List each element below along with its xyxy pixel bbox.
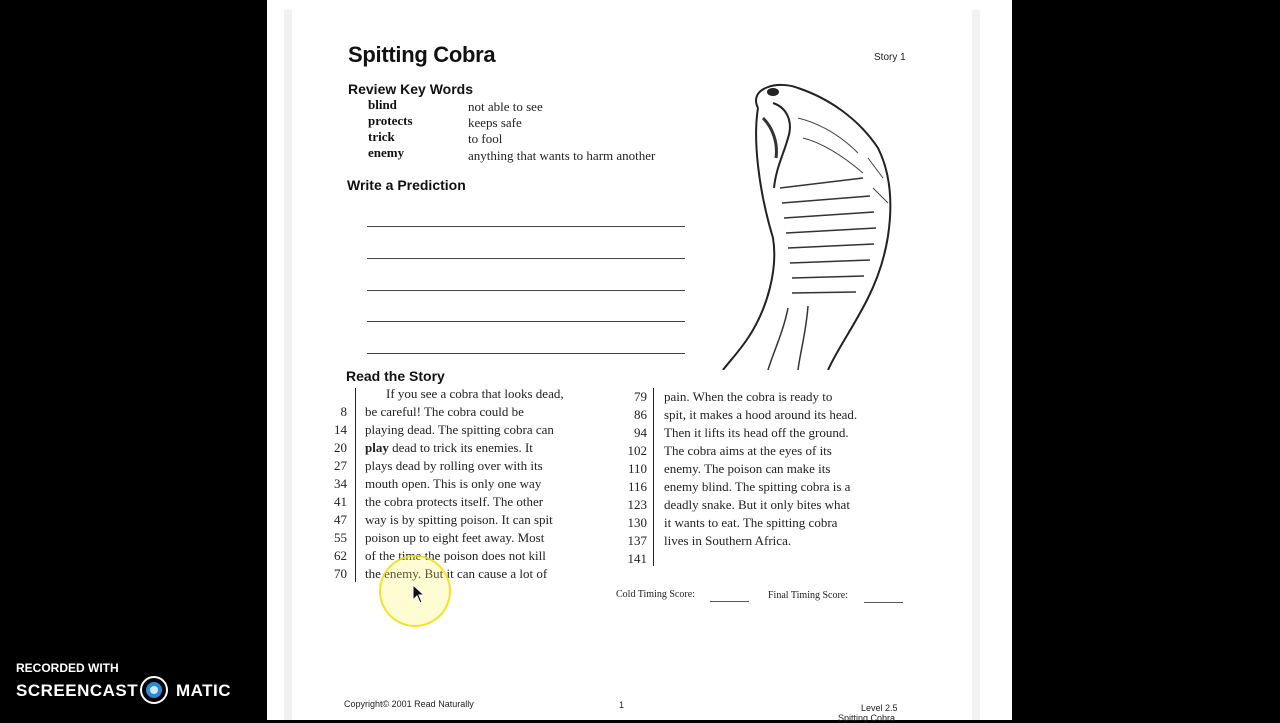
key-word: blind	[368, 97, 397, 112]
word-count-number: 14	[334, 422, 347, 437]
key-word: protects	[368, 113, 413, 128]
prediction-line	[367, 290, 685, 291]
story-line: The cobra aims at the eyes of its	[664, 443, 832, 458]
final-timing-blank	[864, 602, 903, 603]
copyright-text: Copyright© 2001 Read Naturally	[344, 699, 474, 709]
key-word-highlight: play	[365, 440, 389, 455]
story-title: Spitting Cobra	[348, 42, 496, 67]
word-count-number: 110	[627, 461, 647, 476]
word-count-number: 20	[334, 440, 347, 455]
recorded-with-label: RECORDED WITH	[16, 661, 119, 675]
cold-timing-label: Cold Timing Score:	[616, 589, 695, 600]
key-words-heading: Review Key Words	[348, 81, 474, 97]
word-count-number: 94	[634, 425, 647, 440]
prediction-heading: Write a Prediction	[347, 177, 466, 193]
story-line: enemy. The poison can make its	[664, 461, 831, 476]
story-line: spit, it makes a hood around its head.	[664, 407, 858, 422]
word-count-number: 27	[334, 458, 347, 473]
key-word-definition: anything that wants to harm another	[468, 148, 656, 163]
left-column-divider	[355, 388, 356, 582]
story-line	[365, 422, 554, 438]
story-line-text: way is by spitting poison. It can spit	[365, 512, 553, 527]
key-word-definition: to fool	[468, 131, 503, 146]
mouse-pointer-icon	[412, 584, 426, 604]
brand-right-text: MATIC	[176, 681, 232, 700]
prediction-line	[367, 226, 685, 227]
word-count-number: 8	[340, 404, 347, 419]
story-line-text: If you see a cobra that looks dead,	[386, 386, 564, 401]
final-timing-label: Final Timing Score:	[768, 590, 849, 601]
key-word: enemy	[368, 145, 405, 160]
story-line	[365, 440, 533, 456]
prediction-line	[367, 353, 685, 354]
word-count-number: 62	[334, 548, 347, 563]
story-line: deadly snake. But it only bites what	[664, 497, 850, 512]
story-line: Then it lifts its head off the ground.	[664, 425, 849, 440]
prediction-line	[367, 321, 685, 322]
story-line	[365, 476, 541, 492]
story-line-text: poison up to eight feet away. Most	[365, 530, 545, 545]
story-line	[386, 386, 564, 402]
story-line: enemy blind. The spitting cobra is a	[664, 479, 851, 494]
word-count-number: 41	[334, 494, 347, 509]
word-count-number: 123	[627, 497, 647, 512]
story-line: it wants to eat. The spitting cobra	[664, 515, 838, 530]
word-count-number: 70	[334, 566, 347, 581]
word-count-number: 130	[627, 515, 647, 530]
scan-edge-left	[284, 10, 292, 720]
story-line-text: playing dead. The spitting cobra can	[365, 422, 554, 437]
word-count-number: 102	[627, 443, 647, 458]
read-story-heading: Read the Story	[346, 368, 445, 384]
story-line-text: the enemy. But it can cause a lot of	[365, 566, 548, 581]
story-line	[365, 404, 524, 420]
level-label: Level 2.5	[861, 703, 898, 713]
story-line: lives in Southern Africa.	[664, 533, 792, 548]
story-label: Story 1	[874, 52, 906, 63]
cold-timing-blank	[710, 601, 749, 602]
scan-edge-right	[972, 10, 980, 720]
story-line-text: the cobra protects itself. The other	[365, 494, 544, 509]
word-count-number: 141	[627, 551, 647, 566]
story-line	[365, 512, 553, 528]
word-count-number: 79	[634, 389, 647, 404]
screencast-o-matic-logo-icon	[139, 675, 169, 705]
word-count-number: 55	[334, 530, 347, 545]
footer-story-name: Spitting Cobra	[838, 713, 896, 723]
story-line	[365, 458, 543, 474]
story-line: pain. When the cobra is ready to	[664, 389, 833, 404]
brand-left-text: SCREENCAST	[16, 681, 139, 700]
story-line-text: of the time the poison does not kill	[365, 548, 546, 563]
word-count-number: 47	[334, 512, 347, 527]
story-line	[365, 494, 543, 510]
word-count-number: 116	[627, 479, 647, 494]
story-line-text: be careful! The cobra could be	[365, 404, 524, 419]
right-column-divider	[653, 388, 654, 566]
key-word-definition: not able to see	[468, 99, 543, 114]
word-count-number: 86	[634, 407, 647, 422]
word-count-number: 34	[334, 476, 347, 491]
cobra-illustration	[718, 78, 918, 370]
story-line	[365, 530, 544, 546]
story-line-text: plays dead by rolling over with its	[365, 458, 543, 473]
prediction-line	[367, 258, 685, 259]
story-line-text: mouth open. This is only one way	[365, 476, 542, 491]
key-word-definition: keeps safe	[468, 115, 522, 130]
key-word: trick	[368, 129, 395, 144]
page-number: 1	[619, 700, 625, 710]
story-line-text: dead to trick its enemies. It	[388, 440, 533, 455]
word-count-number: 137	[627, 533, 647, 548]
